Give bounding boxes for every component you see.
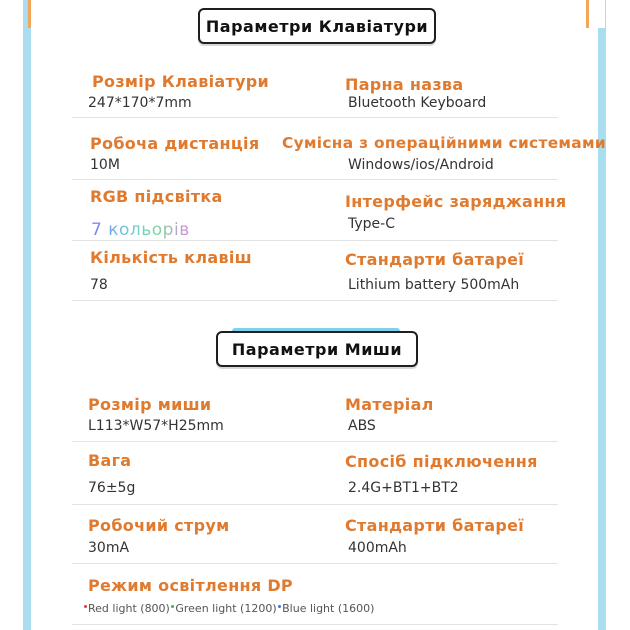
weight-label: Вага [88, 451, 132, 470]
red-light-dot [84, 605, 87, 608]
pairing-name-value: Bluetooth Keyboard [348, 95, 487, 111]
divider [72, 563, 558, 564]
keyboard-title-badge [198, 8, 436, 44]
keyboard-size-value: 247*170*7mm [88, 95, 192, 111]
keyboard-size-label: Розмір Клавіатури [92, 72, 270, 91]
divider [72, 117, 558, 118]
keyboard-title: Параметри Клавіатури [205, 16, 429, 36]
keyboard-battery-label: Стандарти батареї [345, 250, 525, 269]
mouse-size-value: L113*W57*H25mm [88, 418, 224, 434]
mouse-title: Параметри Миши [231, 339, 403, 359]
rgb-backlight-value: 7 кольорів [91, 220, 190, 240]
keyboard-battery-value: Lithium battery 500mAh [348, 277, 520, 293]
mouse-size-label: Розмір миши [88, 395, 212, 414]
divider [72, 441, 558, 442]
lighting-mode-label: Режим освітлення DP [88, 576, 293, 595]
weight-value: 76±5g [88, 480, 136, 496]
connection-method-label: Спосіб підключення [345, 452, 538, 471]
charging-interface-label: Інтерфейс заряджання [345, 192, 567, 211]
frame-accent-top-left [28, 0, 47, 28]
working-distance-value: 10M [90, 157, 120, 173]
divider [72, 179, 558, 180]
divider [72, 300, 558, 301]
mouse-battery-value: 400mAh [348, 540, 407, 556]
blue-light-dot [278, 605, 281, 608]
rgb-backlight-label: RGB підсвітка [90, 187, 223, 206]
frame-accent-top-right [586, 0, 605, 28]
material-label: Матеріал [345, 395, 434, 414]
right-frame-bar [598, 0, 606, 630]
divider [72, 624, 558, 625]
left-frame-bar [23, 0, 31, 630]
green-light-dot [171, 605, 174, 608]
divider [72, 240, 558, 241]
compatible-os-label: Сумісна з операційними системами [282, 134, 606, 152]
working-current-value: 30mA [88, 540, 130, 556]
divider [72, 504, 558, 505]
key-count-label: Кількість клавіш [90, 248, 252, 267]
mouse-title-badge [216, 331, 418, 367]
mouse-battery-label: Стандарти батареї [345, 516, 525, 535]
red-light-text: Red light (800) [88, 602, 170, 615]
material-value: ABS [348, 418, 376, 434]
compatible-os-value: Windows/ios/Android [348, 157, 494, 173]
blue-light-text: Blue light (1600) [282, 602, 375, 615]
dpi-lights-list [84, 602, 374, 615]
working-current-label: Робочий струм [88, 516, 230, 535]
connection-method-value: 2.4G+BT1+BT2 [348, 480, 459, 496]
green-light-text: Green light (1200) [175, 602, 277, 615]
working-distance-label: Робоча дистанція [90, 134, 260, 153]
charging-interface-value: Type-C [348, 216, 395, 232]
key-count-value: 78 [90, 277, 108, 293]
pairing-name-label: Парна назва [345, 75, 464, 94]
